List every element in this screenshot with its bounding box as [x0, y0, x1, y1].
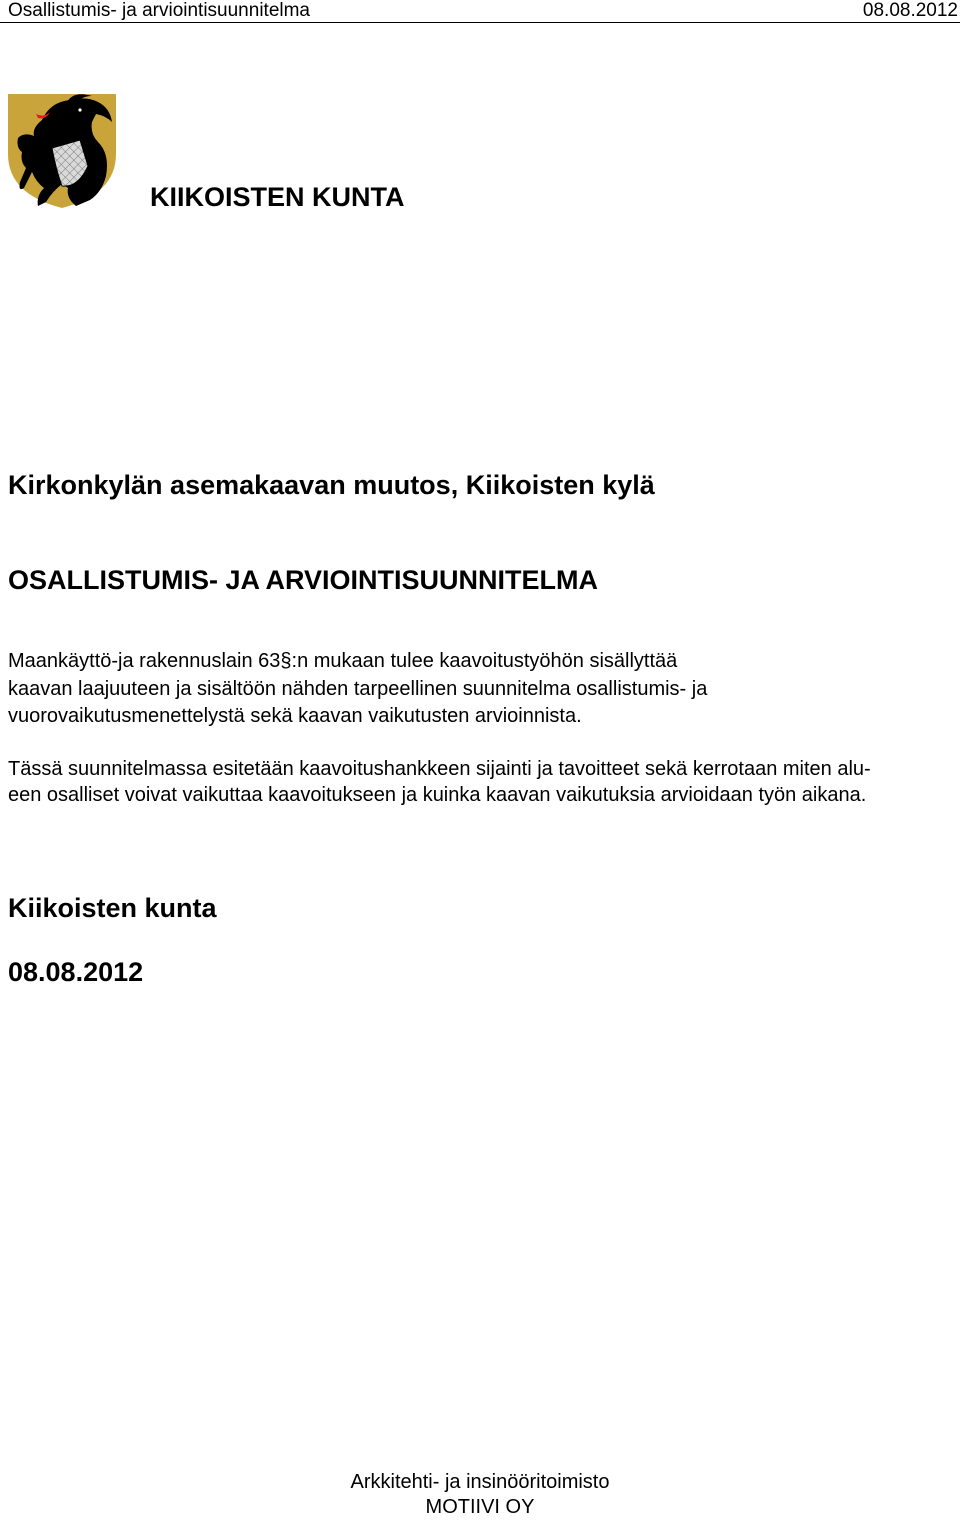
description-line: Tässä suunnitelmassa esitetään kaavoitushankkeen sijainti ja tavoitteet sekä kerrotaan miten alu-: [8, 758, 871, 780]
plan-title: Kirkonkylän asemakaavan muutos, Kiikoisten kylä: [8, 470, 655, 500]
description-paragraph: [8, 756, 953, 808]
page-header: [0, 0, 960, 23]
footer-author: [0, 1470, 960, 1520]
intro-paragraph: [8, 648, 953, 731]
municipality-name: KIIKOISTEN KUNTA: [150, 182, 405, 212]
coat-of-arms-icon: [6, 92, 118, 210]
header-document-title: Osallistumis- ja arviointisuunnitelma: [8, 0, 310, 21]
document-type-heading: OSALLISTUMIS- JA ARVIOINTISUUNNITELMA: [8, 565, 599, 595]
intro-line: vuorovaikutusmenettelystä sekä kaavan vaikutusten arvioinnista.: [8, 705, 582, 727]
intro-line: Maankäyttö-ja rakennuslain 63§:n mukaan tulee kaavoitustyöhön sisällyttää: [8, 650, 678, 672]
footer-office-line: Arkkitehti- ja insinööritoimisto: [350, 1471, 610, 1493]
footer-company-name: MOTIIVI OY: [425, 1496, 535, 1518]
intro-line: kaavan laajuuteen ja sisältöön nähden tarpeellinen suunnitelma osallistumis- ja: [8, 677, 708, 700]
description-line: een osalliset voivat vaikuttaa kaavoitukseen ja kuinka kaavan vaikutuksia arvioidaan työn aikana.: [8, 784, 867, 806]
signature-date: 08.08.2012: [8, 957, 144, 987]
header-date: 08.08.2012: [862, 0, 958, 21]
signature-name: Kiikoisten kunta: [8, 893, 217, 923]
